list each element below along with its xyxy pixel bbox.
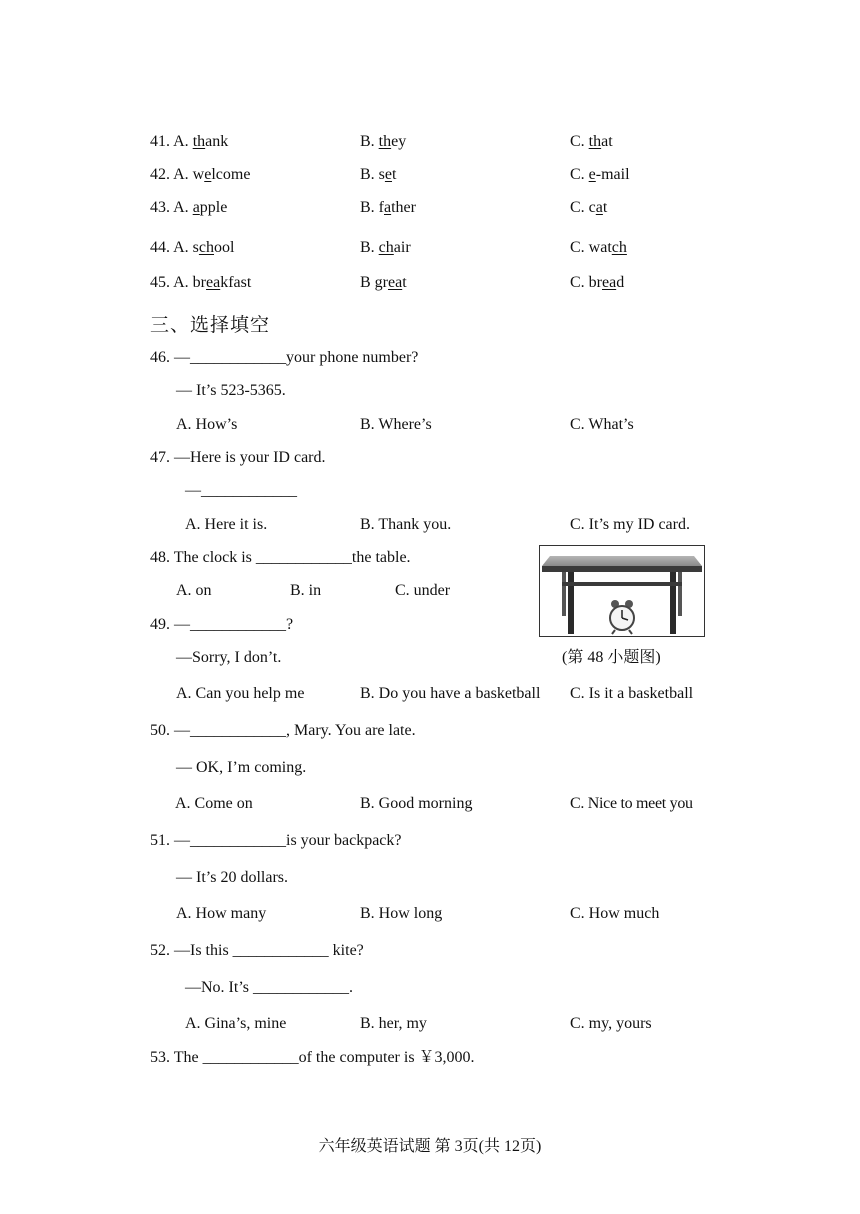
q52-option-c: C. my, yours <box>570 1015 652 1032</box>
table-clock-illustration <box>540 546 704 636</box>
q47-option-b: B. Thank you. <box>360 516 452 533</box>
q50-stem: 50. —____________, Mary. You are late. <box>150 722 416 739</box>
q50-option-b: B. Good morning <box>360 795 473 812</box>
q53-stem: 53. The ____________of the computer is ￥3,000. <box>150 1049 475 1066</box>
q50-option-a: A. Come on <box>175 795 253 812</box>
q42-b: B. set <box>360 166 397 183</box>
q42-a: 42. A. welcome <box>150 166 251 183</box>
q49-option-b: B. Do you have a basketball <box>360 685 541 702</box>
q46-option-a: A. How’s <box>176 416 238 433</box>
q46-stem: 46. —____________your phone number? <box>150 349 419 366</box>
q51-option-a: A. How many <box>176 905 267 922</box>
section-title: 三、选择填空 <box>150 314 271 336</box>
q46-reply: — It’s 523-5365. <box>176 382 286 399</box>
q47-option-a: A. Here it is. <box>185 516 268 533</box>
page-footer: 六年级英语试题 第 3页(共 12页) <box>318 1138 542 1155</box>
q45-a: 45. A. breakfast <box>150 274 252 291</box>
q52-reply: —No. It’s ____________. <box>185 979 353 996</box>
table-leg-back-right <box>678 572 682 616</box>
q49-reply: —Sorry, I don’t. <box>176 649 282 666</box>
q44-a: 44. A. school <box>150 239 235 256</box>
q46-option-b: B. Where’s <box>360 416 432 433</box>
table-shelf <box>562 582 682 586</box>
q42-c: C. e-mail <box>570 166 630 183</box>
q48-figure-caption: (第 48 小题图) <box>562 649 661 666</box>
q44-b: B. chair <box>360 239 411 256</box>
q47-option-c: C. It’s my ID card. <box>570 516 690 533</box>
q48-option-c: C. under <box>395 582 451 599</box>
table-leg-left <box>568 572 574 634</box>
q44-c: C. watch <box>570 239 627 256</box>
table-leg-right <box>670 572 676 634</box>
alarm-clock-icon <box>610 600 634 634</box>
q51-stem: 51. —____________is your backpack? <box>150 832 402 849</box>
q41-b: B. they <box>360 133 407 150</box>
q51-option-c: C. How much <box>570 905 660 922</box>
q48-stem: 48. The clock is ____________the table. <box>150 549 411 566</box>
q49-stem: 49. —____________? <box>150 616 294 633</box>
q41-a: 41. A. thank <box>150 133 229 150</box>
table-clock-figure <box>539 545 705 637</box>
q49-option-c: C. Is it a basketball <box>570 685 694 702</box>
q43-a: 43. A. apple <box>150 199 228 216</box>
q49-option-a: A. Can you help me <box>176 685 305 702</box>
q50-option-c: C. Nice to meet you <box>570 795 693 812</box>
q46-option-c: C. What’s <box>570 416 634 433</box>
q45-b: B great <box>360 274 407 291</box>
q43-b: B. father <box>360 199 416 216</box>
q52-stem: 52. —Is this ____________ kite? <box>150 942 364 959</box>
q48-option-a: A. on <box>176 582 212 599</box>
q41-c: C. that <box>570 133 613 150</box>
q52-option-a: A. Gina’s, mine <box>185 1015 287 1032</box>
q47-reply: —____________ <box>185 482 297 499</box>
q48-option-b: B. in <box>290 582 322 599</box>
q50-reply: — OK, I’m coming. <box>176 759 307 776</box>
q43-c: C. cat <box>570 199 608 216</box>
table-leg-back-left <box>562 572 566 616</box>
q51-reply: — It’s 20 dollars. <box>176 869 288 886</box>
q47-stem: 47. —Here is your ID card. <box>150 449 326 466</box>
q51-option-b: B. How long <box>360 905 443 922</box>
table-apron <box>542 566 702 572</box>
table-top <box>542 556 702 566</box>
q45-c: C. bread <box>570 274 625 291</box>
q52-option-b: B. her, my <box>360 1015 427 1032</box>
